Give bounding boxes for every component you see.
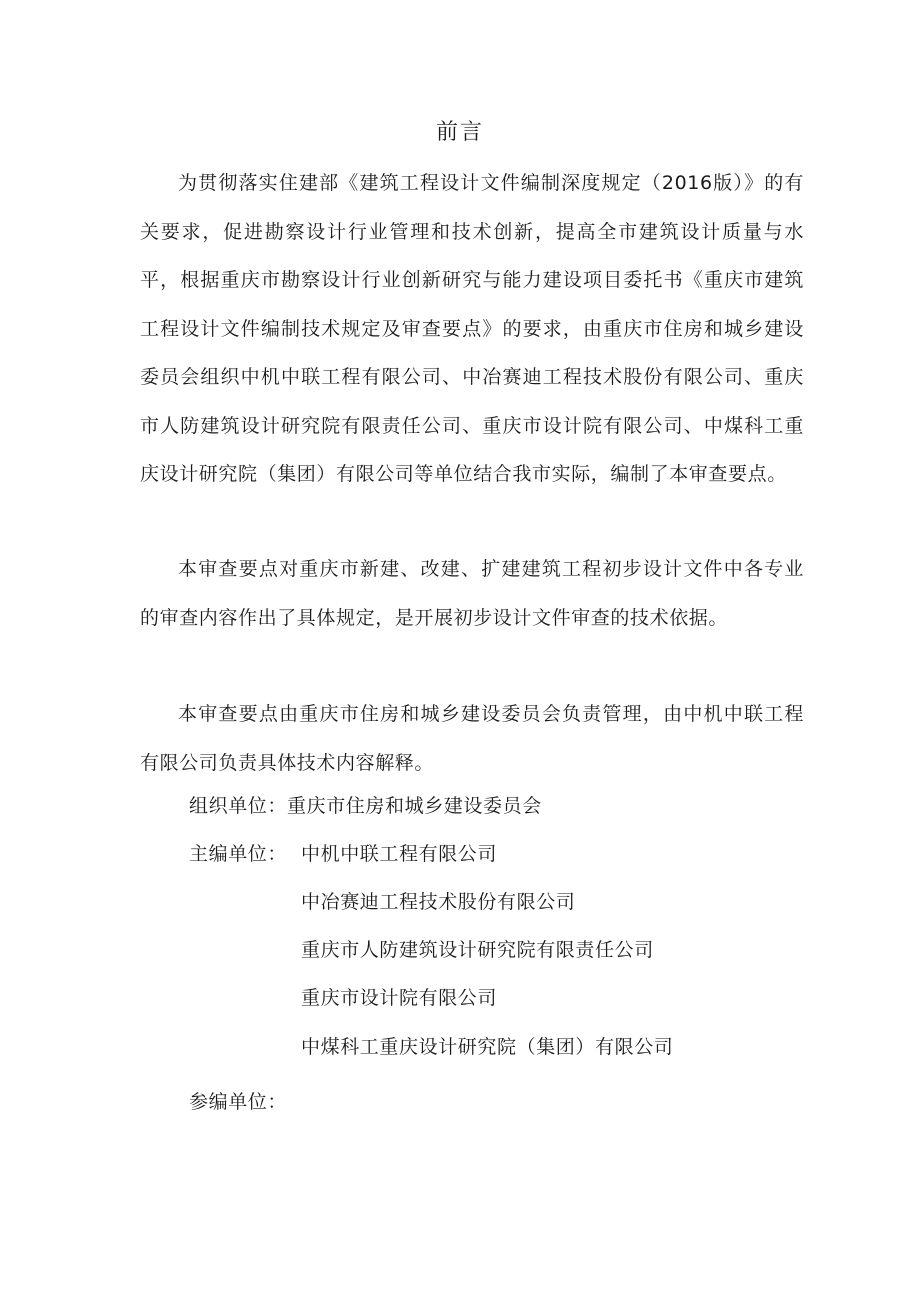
preface-paragraph-3: 本审查要点由重庆市住房和城乡建设委员会负责管理，由中机中联工程有限公司负责具体技术内容解释。: [140, 703, 804, 774]
chief-editor-unit: 重庆市设计院有限公司: [301, 987, 498, 1009]
participating-unit-label: 参编单位：: [189, 1091, 288, 1113]
chief-editor-unit: 中机中联工程有限公司: [301, 843, 498, 865]
chief-editor-unit: 重庆市人防建筑设计研究院有限责任公司: [301, 939, 654, 961]
page-title: 前言: [435, 120, 484, 145]
preface-paragraph-2: 本审查要点对重庆市新建、改建、扩建建筑工程初步设计文件中各专业的审查内容作出了具体规定，是开展初步设计文件审查的技术依据。: [140, 558, 804, 629]
preface-paragraph-1: 为贯彻落实住建部《建筑工程设计文件编制深度规定（2016版）》的有关要求，促进勘察设计行业管理和技术创新，提高全市建筑设计质量与水平，根据重庆市勘察设计行业创新研究与能力建设项目委托书《重庆市建筑工程设计文件编制技术规定及审查要点》的要求，由重庆市住房和城乡建设委员会组织中机中联工程有限公司、中冶赛迪工程技术股份有限公司、重庆市人防建筑设计研究院有限责任公司、重庆市设计院有限公司、中煤科工重庆设计研究院（集团）有限公司等单位结合我市实际，编制了本审查要点。: [140, 172, 804, 485]
chief-editor-unit: 中冶赛迪工程技术股份有限公司: [301, 891, 576, 913]
chief-editor-unit: 中煤科工重庆设计研究院（集团）有限公司: [301, 1036, 674, 1058]
chief-editor-label: 主编单位：: [189, 843, 288, 865]
organizer-line: 组织单位：重庆市住房和城乡建设委员会: [189, 795, 542, 817]
